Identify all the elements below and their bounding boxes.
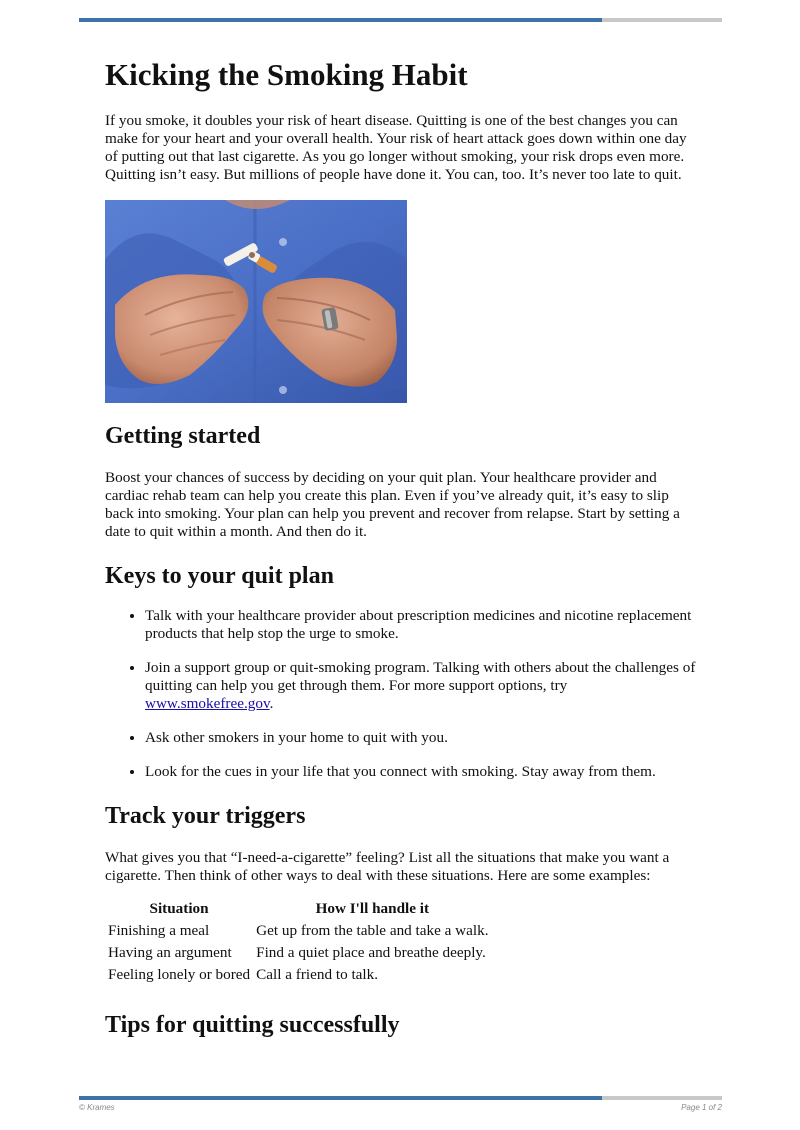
header-accent-bar bbox=[79, 18, 722, 22]
footer-page-number: Page 1 of 2 bbox=[681, 1103, 722, 1112]
table-cell: Call a friend to talk. bbox=[256, 966, 379, 983]
list-item bbox=[145, 763, 697, 781]
list-item bbox=[145, 659, 697, 713]
header-accent-bar-fill bbox=[79, 18, 602, 22]
heading-keys-quit-plan: Keys to your quit plan bbox=[105, 563, 334, 589]
table-row bbox=[105, 920, 492, 942]
list-item-text: Talk with your healthcare provider about prescription medicines and nicotine replacement products that help stop the urge to smoke. bbox=[145, 607, 692, 642]
footer-accent-bar bbox=[79, 1096, 722, 1100]
triggers-table bbox=[105, 898, 492, 986]
footer-accent-bar-fill bbox=[79, 1096, 602, 1100]
list-item bbox=[145, 729, 697, 747]
table-row bbox=[105, 942, 492, 964]
getting-started-paragraph: Boost your chances of success by deciding on your quit plan. Your healthcare provider and cardiac rehab team can help you create this plan. Even if you’ve already quit, it’s easy to slip back into smoking. Your plan can help you prevent and recover from relapse. Start by setting a date to quit within a month. And then do it. bbox=[105, 469, 680, 540]
column-header-handle: How I'll handle it bbox=[315, 900, 430, 917]
table-cell: Find a quiet place and breathe deeply. bbox=[256, 944, 486, 961]
keys-list bbox=[105, 607, 697, 781]
heading-getting-started: Getting started bbox=[105, 423, 261, 449]
footer-copyright: © Krames bbox=[79, 1103, 115, 1112]
hands-breaking-cigarette-photo bbox=[105, 200, 407, 403]
list-item bbox=[145, 607, 697, 643]
table-cell: Feeling lonely or bored bbox=[108, 966, 251, 983]
page-title: Kicking the Smoking Habit bbox=[105, 57, 468, 92]
list-item-text: Join a support group or quit-smoking program. Talking with others about the challenges of quitting can help you get through them. For more support options, try bbox=[145, 659, 696, 694]
table-cell: Get up from the table and take a walk. bbox=[256, 922, 489, 939]
smokefree-link[interactable]: www.smokefree.gov bbox=[145, 695, 270, 712]
document-body bbox=[105, 56, 697, 1040]
heading-track-triggers: Track your triggers bbox=[105, 803, 306, 829]
heading-tips-quitting: Tips for quitting successfully bbox=[105, 1012, 400, 1038]
list-item-text: Look for the cues in your life that you connect with smoking. Stay away from them. bbox=[145, 763, 656, 780]
triggers-paragraph: What gives you that “I-need-a-cigarette” feeling? List all the situations that make you want a cigarette. Then think of other ways to deal with these situations. Here are some examples: bbox=[105, 849, 670, 884]
column-header-situation: Situation bbox=[149, 900, 209, 917]
table-cell: Finishing a meal bbox=[108, 922, 210, 939]
table-row bbox=[105, 964, 492, 986]
table-cell: Having an argument bbox=[108, 944, 232, 961]
link-suffix: . bbox=[269, 695, 274, 712]
intro-paragraph: If you smoke, it doubles your risk of heart disease. Quitting is one of the best changes you can make for your heart and your overall health. Your risk of heart attack goes down within one day of putting out that last cigarette. As you go longer without smoking, your risk drops even more. Quitting isn’t easy. But millions of people have done it. You can, too. It’s never too late to quit. bbox=[105, 112, 687, 183]
table-header-row bbox=[105, 898, 492, 920]
list-item-text: Ask other smokers in your home to quit with you. bbox=[145, 729, 448, 746]
